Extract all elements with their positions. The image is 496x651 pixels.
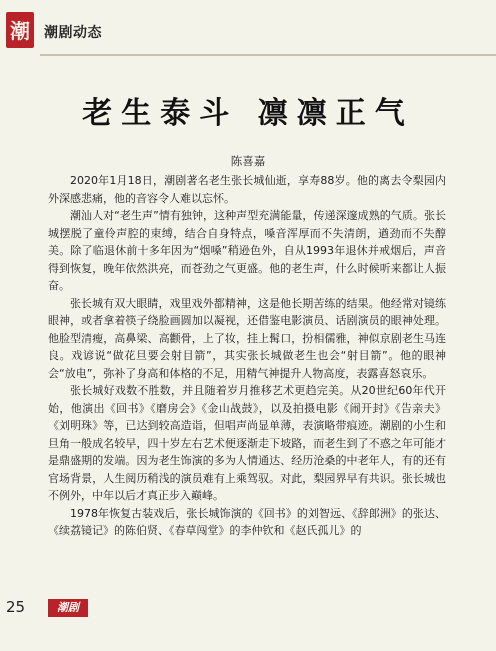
- article-body: [48, 172, 446, 540]
- header-divider: [40, 54, 496, 56]
- article-title: 老生泰斗 凛凛正气: [82, 96, 414, 131]
- page-header: [0, 0, 496, 58]
- article-author: 陈喜嘉: [230, 154, 266, 168]
- page-number: 25: [6, 598, 26, 616]
- svg-text:潮: 潮: [10, 19, 30, 43]
- paragraph: 2020年1月18日，潮剧著名老生张长城仙逝，享寿88岁。他的离去令梨园内外深感悲痛，他的音容令人难以忘怀。: [48, 174, 446, 205]
- paragraph: 潮汕人对“老生声”情有独钟，这种声型充满能量，传递深邃成熟的气质。张长城摆脱了童伶声腔的束缚，结合自身特点，嗓音浑厚而不失清朗，遒劲而不失醇美。除了临退休前十多年因为“烟嗓”稍逊色外，自从1993年退休并戒烟后，声音得到恢复，晚年依然洪亮，而苍劲之气更盛。他的老生声，什么时候听来都让人振奋。: [48, 209, 446, 292]
- paragraph: 张长城有双大眼睛，戏里戏外都精神，这是他长期苦练的结果。他经常对镜练眼神，或者拿着筷子绕脸画圆加以凝视，还借鉴电影演员、话剧演员的眼神处理。他脸型清瘦，高鼻梁、高颧骨，上了妆，挂上髯口，扮相儒雅，神似京剧老生马连良。戏谚说“做花旦要会射目箭”，其实张长城做老生也会“射目箭”。他的眼神会“放电”，弥补了身高和体格的不足，用精气神提升人物高度，表露喜怒哀乐。: [48, 296, 446, 380]
- section-title: 潮剧动态: [44, 25, 102, 41]
- paragraph: 张长城好戏数不胜数，并且随着岁月推移艺术更趋完美。从20世纪60年代开始，他演出《回书》《磨房会》《金山战鼓》，以及拍摄电影《闹开封》《告亲夫》《刘明珠》等，已达到较高造诣，但唱声尚显单薄，表演略带痕迹。潮剧的小生和旦角一般成名较早，四十岁左右艺术便逐渐走下坡路，而老生到了不惑之年可能才是鼎盛期的发端。因为老生饰演的多为人情通达、经历沧桑的中老年人，有的还有官场背景，人生阅历稍浅的演员难有上乘驾驭。对此，梨园界早有共识。张长城也不例外，中年以后才真正步入巅峰。: [48, 384, 446, 502]
- paragraph: 1978年恢复古装戏后，张长城饰演的《回书》的刘智远、《辞郎洲》的张达、《续荔镜记》的陈伯贤、《春草闯堂》的李仲钦和《赵氏孤儿》的: [48, 506, 446, 537]
- chaoju-seal-logo: [4, 8, 36, 52]
- chaoju-footer-logo: 潮剧: [48, 599, 88, 617]
